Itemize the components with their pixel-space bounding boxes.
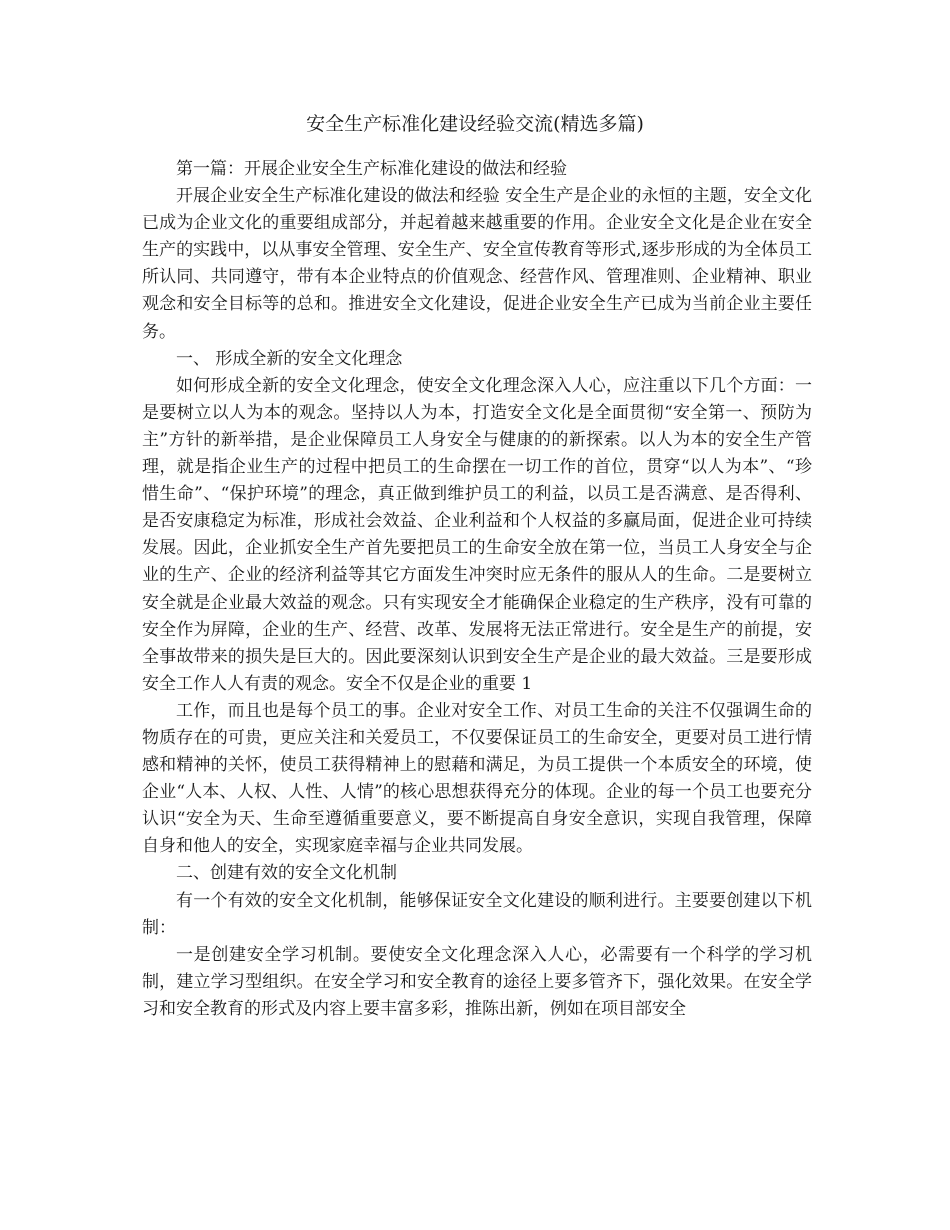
body-paragraph: 一是创建安全学习机制。要使安全文化理念深入人心，必需要有一个科学的学习机制，建立学习型组织。在安全学习和安全教育的途径上要多管齐下，强化效果。在安全学习和安全教育的形式及内容上要丰富多彩，推陈出新，例如在项目部安全 xyxy=(142,944,812,1019)
section-heading-1: 一、 形成全新的安全文化理念 xyxy=(176,348,403,369)
document-body xyxy=(142,156,812,1023)
body-paragraph: 开展企业安全生产标准化建设的做法和经验 安全生产是企业的永恒的主题，安全文化已成为企业文化的重要组成部分，并起着越来越重要的作用。企业安全文化是企业在安全生产的实践中，以从事安全管理、安全生产、安全宣传教育等形式,逐步形成的为全体员工所认同、共同遵守，带有本企业特点的价值观念、经营作风、管理准则、企业精神、职业观念和安全目标等的总和。推进安全文化建设，促进企业安全生产已成为当前企业主要任务。 xyxy=(142,186,812,342)
document-title: 安全生产标准化建设经验交流(精选多篇) xyxy=(306,113,644,135)
section-heading-chapter-1: 第一篇：开展企业安全生产标准化建设的做法和经验 xyxy=(176,159,567,179)
body-paragraph: 工作，而且也是每个员工的事。企业对安全工作、对员工生命的关注不仅强调生命的物质存在的可贵，更应关注和关爱员工，不仅要保证员工的生命安全，更要对员工进行情感和精神的关怀，使员工获得精神上的慰藉和满足，为员工提供一个本质安全的环境，使企业“人本、人权、人性、人情”的核心思想获得充分的体现。企业的每一个员工也要充分认识“安全为天、生命至遵循重要意义，要不断提高自身安全意识，实现自我管理，保障自身和他人的安全，实现家庭幸福与企业共同发展。 xyxy=(142,700,812,857)
body-paragraph: 有一个有效的安全文化机制，能够保证安全文化建设的顺利进行。主要要创建以下机制： xyxy=(142,890,812,938)
body-paragraph: 如何形成全新的安全文化理念，使安全文化理念深入人心，应注重以下几个方面：一是要树立以人为本的观念。坚持以人为本，打造安全文化是全面贯彻“安全第一、预防为主”方针的新举措，是企业保障员工人身安全与健康的的新探索。以人为本的安全生产管理，就是指企业生产的过程中把员工的生命摆在一切工作的首位，贯穿“以人为本”、“珍惜生命”、“保护环境”的理念，真正做到维护员工的利益，以员工是否满意、是否得利、是否安康稳定为标准，形成社会效益、企业利益和个人权益的多赢局面，促进企业可持续发展。因此，企业抓安全生产首先要把员工的生命安全放在第一位，当员工人身安全与企业的生产、企业的经济利益等其它方面发生冲突时应无条件的服从人的生命。二是要树立安全就是企业最大效益的观念。只有实现安全才能确保企业稳定的生产秩序，没有可靠的安全作为屏障，企业的生产、经营、改革、发展将无法正常进行。安全是生产的前提，安全事故带来的损失是巨大的。因此要深刻认识到安全生产是企业的最大效益。三是要形成安全工作人人有责的观念。安全不仅是企业的重要 1 xyxy=(142,375,812,694)
section-heading-2: 二、创建有效的安全文化机制 xyxy=(176,863,397,884)
